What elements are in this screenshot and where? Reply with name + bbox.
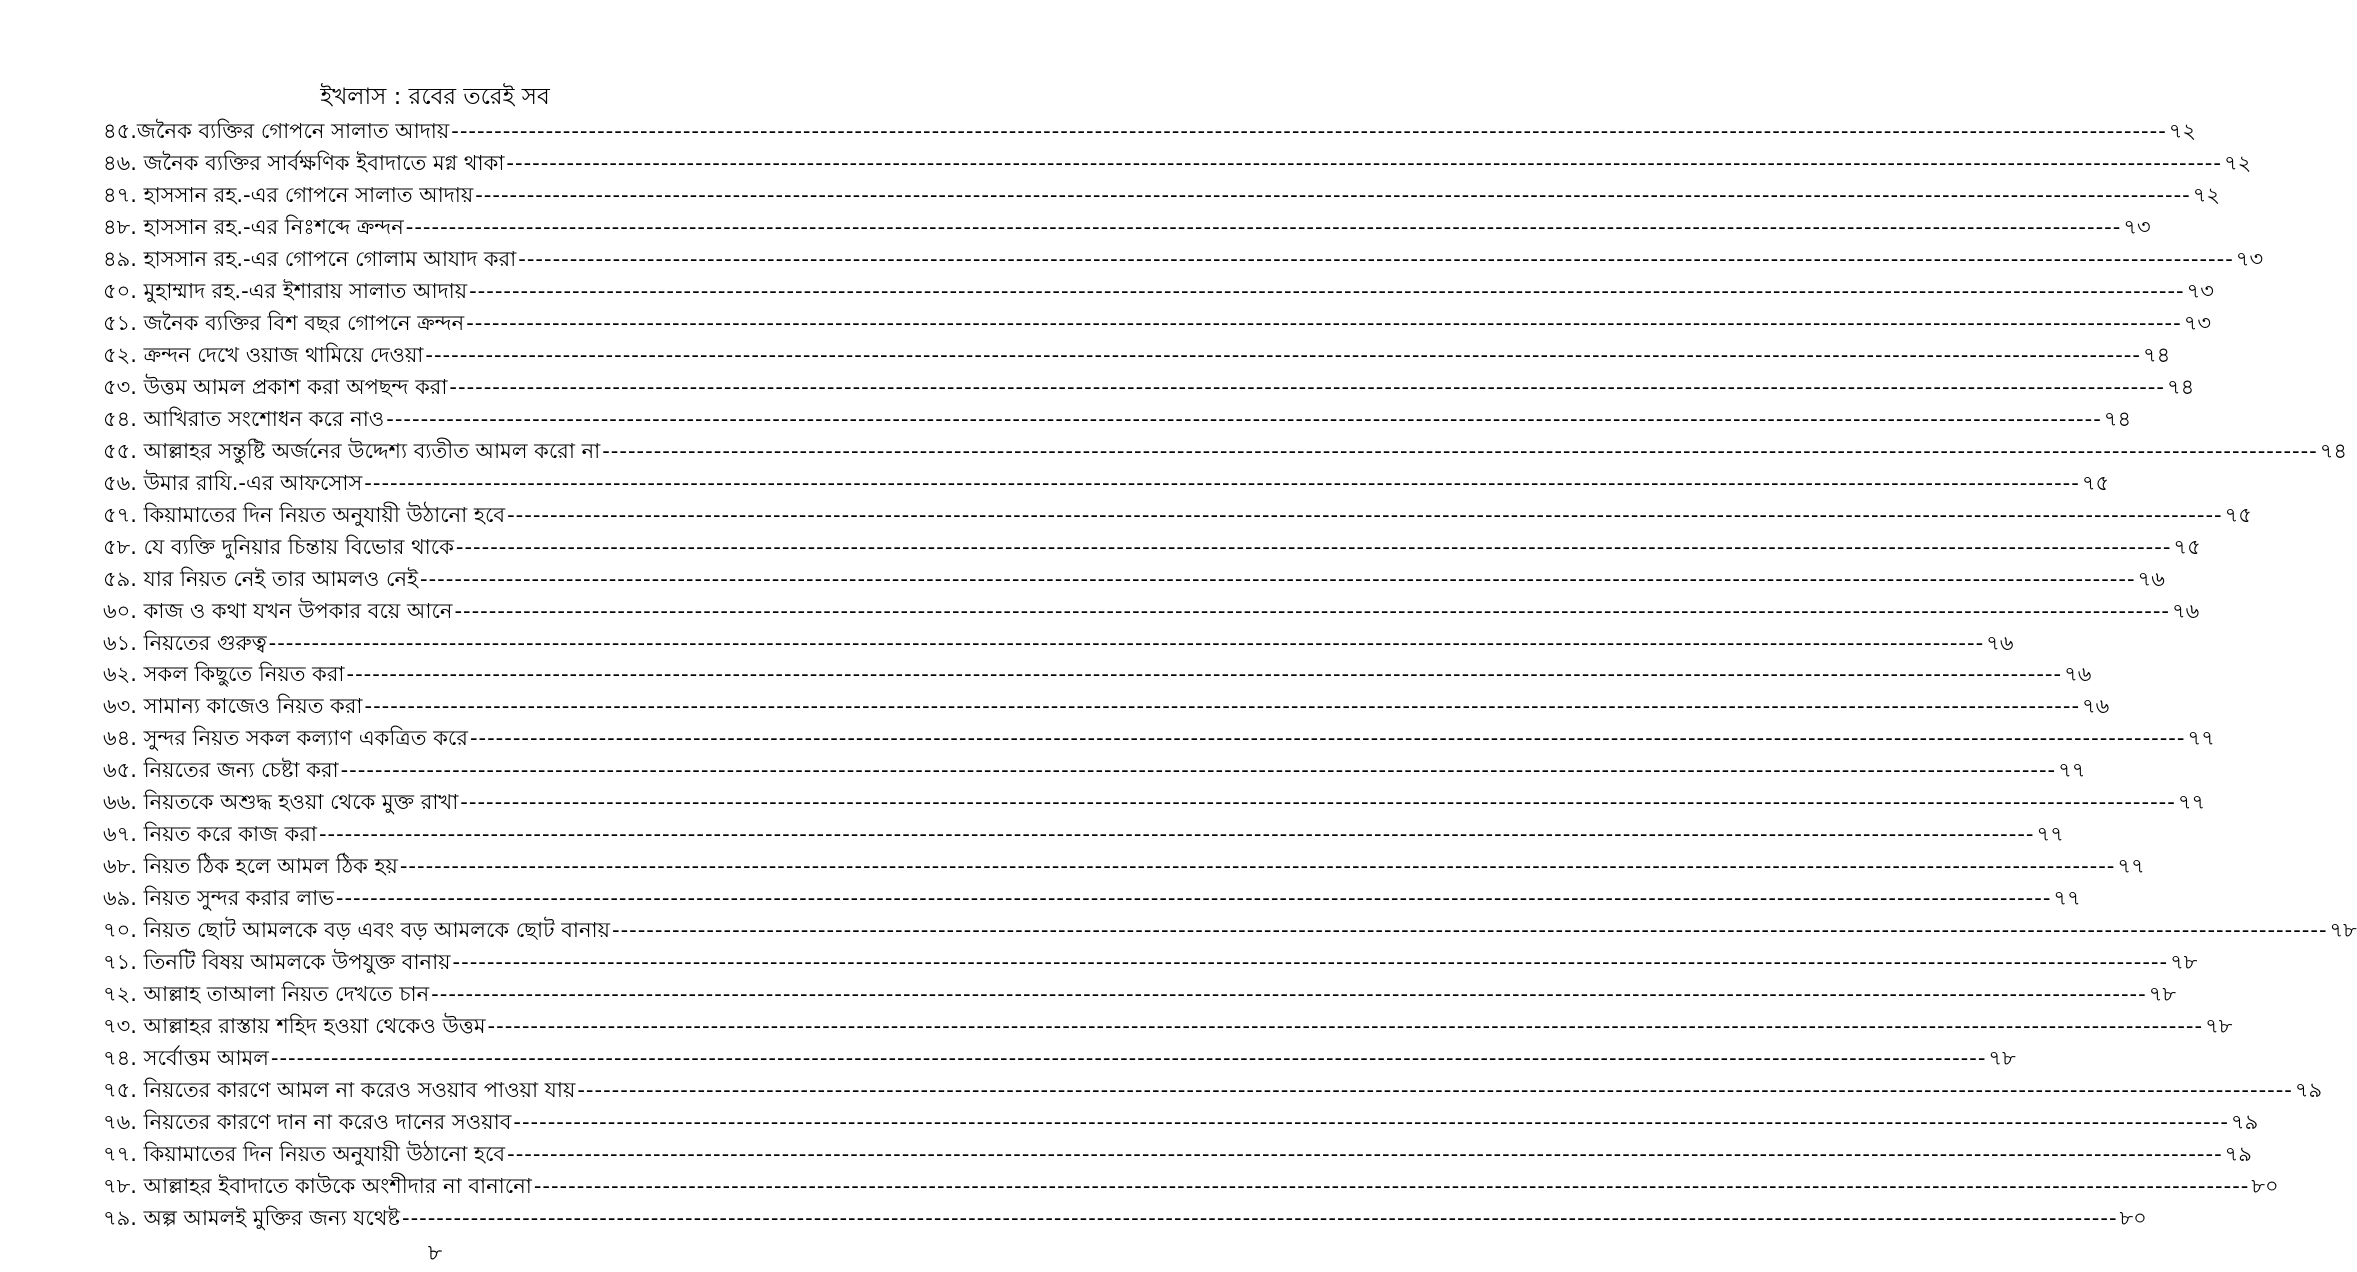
toc-entry-title: ৫৯. যার নিয়ত নেই তার আমলও নেই [103, 566, 419, 591]
toc-entry-title: ৭৫. নিয়তের কারণে আমল না করেও সওয়াব পাওয়া যায় [103, 1078, 576, 1103]
dotted-leader: -------------------------------------------------------------------------------------------------------------------------------------------------------------------------------------------------------- [513, 1110, 2229, 1135]
dotted-leader: -------------------------------------------------------------------------------------------------------------------------------------------------------------------------------------------------------- [270, 1046, 1987, 1071]
toc-entry [103, 1203, 2147, 1235]
toc-entry-page: ৭৫ [2081, 470, 2110, 495]
page-title: ইখলাস : রবের তরেই সব [320, 84, 550, 110]
toc-entry [103, 755, 2086, 787]
toc-entry-page: ৭৮ [2170, 950, 2198, 975]
toc-entry [103, 244, 2264, 276]
dotted-leader: -------------------------------------------------------------------------------------------------------------------------------------------------------------------------------------------------------- [577, 1078, 2293, 1103]
toc-entry [103, 340, 2171, 372]
dotted-leader: -------------------------------------------------------------------------------------------------------------------------------------------------------------------------------------------------------- [454, 598, 2170, 623]
dotted-leader: -------------------------------------------------------------------------------------------------------------------------------------------------------------------------------------------------------- [399, 854, 2116, 879]
toc-entry [103, 372, 2195, 404]
toc-entry-title: ৭০. নিয়ত ছোট আমলকে বড় এবং বড় আমলকে ছোট বানায় [103, 918, 610, 943]
toc-entry [103, 1011, 2233, 1043]
toc-entry-page: ৭৬ [2171, 598, 2200, 623]
toc-entry-page: ৭৩ [2183, 310, 2212, 335]
toc-entry-title: ৬১. নিয়তের গুরুত্ব [103, 630, 267, 655]
dotted-leader: -------------------------------------------------------------------------------------------------------------------------------------------------------------------------------------------------------- [533, 1173, 2250, 1198]
toc-entry-page: ৭৮ [2329, 918, 2357, 943]
dotted-leader: -------------------------------------------------------------------------------------------------------------------------------------------------------------------------------------------------------- [420, 566, 2136, 591]
toc-entry-title: ৭৩. আল্লাহর রাস্তায় শহিদ হওয়া থেকেও উত্তম [103, 1014, 486, 1039]
dotted-leader: -------------------------------------------------------------------------------------------------------------------------------------------------------------------------------------------------------- [318, 822, 2035, 847]
toc-entry-page: ৭৬ [2137, 566, 2165, 591]
toc-entry-page: ৭৮ [2148, 982, 2176, 1007]
toc-entry-title: ৭৭. কিয়ামাতের দিন নিয়ত অনুযায়ী উঠানো হবে [103, 1142, 506, 1166]
toc-entry-title: ৫৬. উমার রাযি.-এর আফসোস [103, 470, 363, 495]
toc-entry-page: ৭৩ [2186, 278, 2214, 303]
toc-entry-page: ৭৬ [1986, 630, 2014, 655]
toc-entry-page: ৭৯ [2224, 1142, 2252, 1166]
dotted-leader: -------------------------------------------------------------------------------------------------------------------------------------------------------------------------------------------------------- [469, 278, 2185, 303]
toc-entry [103, 691, 2110, 723]
toc-entry-title: ৫৩. উত্তম আমল প্রকাশ করা অপছন্দ করা [103, 374, 448, 399]
toc-entry-title: ৫০. মুহাম্মাদ রহ.-এর ইশারায় সালাত আদায় [103, 278, 468, 303]
toc-entry [103, 500, 2252, 532]
toc-entry-page: ৭৫ [2224, 502, 2252, 527]
toc-entry [103, 276, 2214, 308]
dotted-leader: -------------------------------------------------------------------------------------------------------------------------------------------------------------------------------------------------------- [507, 502, 2223, 527]
toc-entry-page: ৭৩ [2123, 214, 2151, 239]
toc-entry-title: ৪৫.জনৈক ব্যক্তির গোপনে সালাত আদায় [103, 119, 450, 143]
dotted-leader: -------------------------------------------------------------------------------------------------------------------------------------------------------------------------------------------------------- [402, 1205, 2118, 1230]
toc-entry-title: ৫১. জনৈক ব্যক্তির বিশ বছর গোপনে ক্রন্দন [103, 310, 465, 335]
toc-entry-page: ৭২ [2223, 150, 2252, 175]
toc-entry-title: ৬৫. নিয়তের জন্য চেষ্টা করা [103, 758, 339, 783]
dotted-leader: -------------------------------------------------------------------------------------------------------------------------------------------------------------------------------------------------------- [487, 1014, 2204, 1039]
toc-entry-page: ৭৮ [1988, 1046, 2016, 1071]
toc-entry [103, 883, 2081, 915]
dotted-leader: -------------------------------------------------------------------------------------------------------------------------------------------------------------------------------------------------------- [452, 950, 2169, 975]
toc-entry-page: ৭৯ [2230, 1110, 2259, 1135]
dotted-leader: -------------------------------------------------------------------------------------------------------------------------------------------------------------------------------------------------------- [506, 150, 2222, 175]
toc-entry-title: ৫৭. কিয়ামাতের দিন নিয়ত অনুযায়ী উঠানো হবে [103, 502, 506, 527]
toc-entry-title: ৪৮. হাসসান রহ.-এর নিঃশব্দে ক্রন্দন [103, 214, 404, 239]
dotted-leader: -------------------------------------------------------------------------------------------------------------------------------------------------------------------------------------------------------- [469, 726, 2186, 751]
toc-entry-page: ৭৪ [2103, 406, 2132, 431]
toc-entry-page: ৭২ [2168, 119, 2197, 143]
dotted-leader: -------------------------------------------------------------------------------------------------------------------------------------------------------------------------------------------------------- [364, 470, 2080, 495]
toc-entry [103, 915, 2357, 947]
toc-entry-page: ৭৬ [2064, 662, 2092, 687]
toc-entry-page: ৭৪ [2319, 438, 2348, 463]
toc-entry-title: ৭৬. নিয়তের কারণে দান না করেও দানের সওয়াব [103, 1110, 512, 1135]
toc-entry-title: ৭৯. অল্প আমলই মুক্তির জন্য যথেষ্ট [103, 1205, 400, 1230]
toc-entry [103, 659, 2092, 691]
toc-entry-title: ৭১. তিনটি বিষয় আমলকে উপযুক্ত বানায় [103, 950, 451, 975]
toc-entry-title: ৪৯. হাসসান রহ.-এর গোপনে গোলাম আযাদ করা [103, 246, 517, 271]
toc-entry [103, 947, 2198, 979]
dotted-leader: -------------------------------------------------------------------------------------------------------------------------------------------------------------------------------------------------------- [346, 662, 2063, 687]
dotted-leader: -------------------------------------------------------------------------------------------------------------------------------------------------------------------------------------------------------- [431, 982, 2147, 1007]
toc-entry-page: ৭৪ [2166, 374, 2195, 399]
toc-entry-page: ৭৭ [2187, 726, 2215, 751]
toc-entry [103, 851, 2145, 883]
toc-entry [103, 1171, 2279, 1203]
toc-entry-title: ৬০. কাজ ও কথা যখন উপকার বয়ে আনে [103, 598, 453, 623]
toc-entry-title: ৬২. সকল কিছুতে নিয়ত করা [103, 662, 345, 687]
dotted-leader: -------------------------------------------------------------------------------------------------------------------------------------------------------------------------------------------------------- [518, 246, 2234, 271]
toc-entry-title: ৭৮. আল্লাহর ইবাদাতে কাউকে অংশীদার না বানানো [103, 1173, 532, 1198]
toc-entry [103, 1107, 2259, 1139]
toc-entry-title: ৭২. আল্লাহ তাআলা নিয়ত দেখতে চান [103, 982, 430, 1007]
dotted-leader: -------------------------------------------------------------------------------------------------------------------------------------------------------------------------------------------------------- [460, 790, 2176, 815]
dotted-leader: -------------------------------------------------------------------------------------------------------------------------------------------------------------------------------------------------------- [449, 374, 2165, 399]
toc-entry-page: ৭৭ [2177, 790, 2206, 815]
toc-entry [103, 180, 2221, 212]
toc-entry-title: ৬৭. নিয়ত করে কাজ করা [103, 822, 317, 847]
dotted-leader: -------------------------------------------------------------------------------------------------------------------------------------------------------------------------------------------------------- [455, 534, 2172, 559]
toc-entry [103, 1139, 2252, 1171]
dotted-leader: -------------------------------------------------------------------------------------------------------------------------------------------------------------------------------------------------------- [335, 886, 2052, 911]
toc-entry [103, 819, 2064, 851]
dotted-leader: -------------------------------------------------------------------------------------------------------------------------------------------------------------------------------------------------------- [466, 310, 2182, 335]
toc-entry [103, 148, 2252, 180]
toc-entry-title: ৬৩. সামান্য কাজেও নিয়ত করা [103, 694, 363, 719]
toc-entry [103, 1043, 2016, 1075]
toc-entry [103, 532, 2201, 564]
dotted-leader: -------------------------------------------------------------------------------------------------------------------------------------------------------------------------------------------------------- [425, 342, 2141, 367]
toc-entry [103, 723, 2215, 755]
toc-entry [103, 468, 2110, 500]
toc-entry-title: ৬৬. নিয়তকে অশুদ্ধ হওয়া থেকে মুক্ত রাখা [103, 790, 459, 815]
toc-entry [103, 404, 2132, 436]
dotted-leader: -------------------------------------------------------------------------------------------------------------------------------------------------------------------------------------------------------- [602, 438, 2318, 463]
toc-entry [103, 787, 2206, 819]
toc-entry-page: ৭৭ [2117, 854, 2145, 879]
toc-entry-page: ৭৮ [2205, 1014, 2233, 1039]
toc-entry-title: ৬৯. নিয়ত সুন্দর করার লাভ [103, 886, 334, 911]
toc-entry-page: ৭৭ [2053, 886, 2081, 911]
dotted-leader: -------------------------------------------------------------------------------------------------------------------------------------------------------------------------------------------------------- [340, 758, 2057, 783]
dotted-leader: -------------------------------------------------------------------------------------------------------------------------------------------------------------------------------------------------------- [507, 1142, 2223, 1166]
toc-entry [103, 116, 2197, 148]
dotted-leader: -------------------------------------------------------------------------------------------------------------------------------------------------------------------------------------------------------- [268, 630, 1985, 655]
toc-entry-title: ৫৪. আখিরাত সংশোধন করে নাও [103, 406, 385, 431]
toc-entry-title: ৫৮. যে ব্যক্তি দুনিয়ার চিন্তায় বিভোর থাকে [103, 534, 454, 559]
page-number: ৮ [427, 1241, 443, 1266]
toc-entry [103, 308, 2212, 340]
toc-entry-page: ৭৫ [2173, 534, 2201, 559]
toc-entry-page: ৭৯ [2294, 1078, 2323, 1103]
toc-entry-title: ৪৭. হাসসান রহ.-এর গোপনে সালাত আদায় [103, 182, 474, 207]
toc-entry-page: ৭৩ [2235, 246, 2264, 271]
dotted-leader: -------------------------------------------------------------------------------------------------------------------------------------------------------------------------------------------------------- [475, 182, 2191, 207]
toc-entry-title: ৬৮. নিয়ত ঠিক হলে আমল ঠিক হয় [103, 854, 398, 879]
toc-entry-page: ৭৪ [2142, 342, 2171, 367]
dotted-leader: -------------------------------------------------------------------------------------------------------------------------------------------------------------------------------------------------------- [364, 694, 2081, 719]
toc-entry-page: ৮০ [2251, 1173, 2279, 1198]
toc-entry-title: ৫৫. আল্লাহর সন্তুষ্টি অর্জনের উদ্দেশ্য ব্যতীত আমল করো না [103, 438, 601, 463]
toc-entry-title: ৬৪. সুন্দর নিয়ত সকল কল্যাণ একত্রিত করে [103, 726, 468, 751]
toc-entry [103, 436, 2348, 468]
toc-entry-page: ৮০ [2119, 1205, 2147, 1230]
toc-entry-title: ৪৬. জনৈক ব্যক্তির সার্বক্ষণিক ইবাদাতে মগ্ন থাকা [103, 150, 505, 175]
toc-entry-page: ৭২ [2192, 182, 2221, 207]
toc-entry [103, 564, 2165, 596]
toc-entry-title: ৭৪. সর্বোত্তম আমল [103, 1046, 269, 1071]
toc-entry-page: ৭৬ [2082, 694, 2110, 719]
toc-entry [103, 628, 2014, 660]
dotted-leader: -------------------------------------------------------------------------------------------------------------------------------------------------------------------------------------------------------- [451, 119, 2167, 143]
toc-entry-title: ৫২. ক্রন্দন দেখে ওয়াজ থামিয়ে দেওয়া [103, 342, 424, 367]
table-of-contents [103, 116, 2357, 1235]
toc-entry [103, 979, 2176, 1011]
dotted-leader: -------------------------------------------------------------------------------------------------------------------------------------------------------------------------------------------------------- [405, 214, 2122, 239]
dotted-leader: -------------------------------------------------------------------------------------------------------------------------------------------------------------------------------------------------------- [386, 406, 2102, 431]
toc-entry-page: ৭৭ [2036, 822, 2064, 847]
dotted-leader: -------------------------------------------------------------------------------------------------------------------------------------------------------------------------------------------------------- [612, 918, 2328, 943]
toc-entry [103, 212, 2151, 244]
toc-entry [103, 1075, 2323, 1107]
toc-entry [103, 596, 2200, 628]
toc-entry-page: ৭৭ [2058, 758, 2086, 783]
